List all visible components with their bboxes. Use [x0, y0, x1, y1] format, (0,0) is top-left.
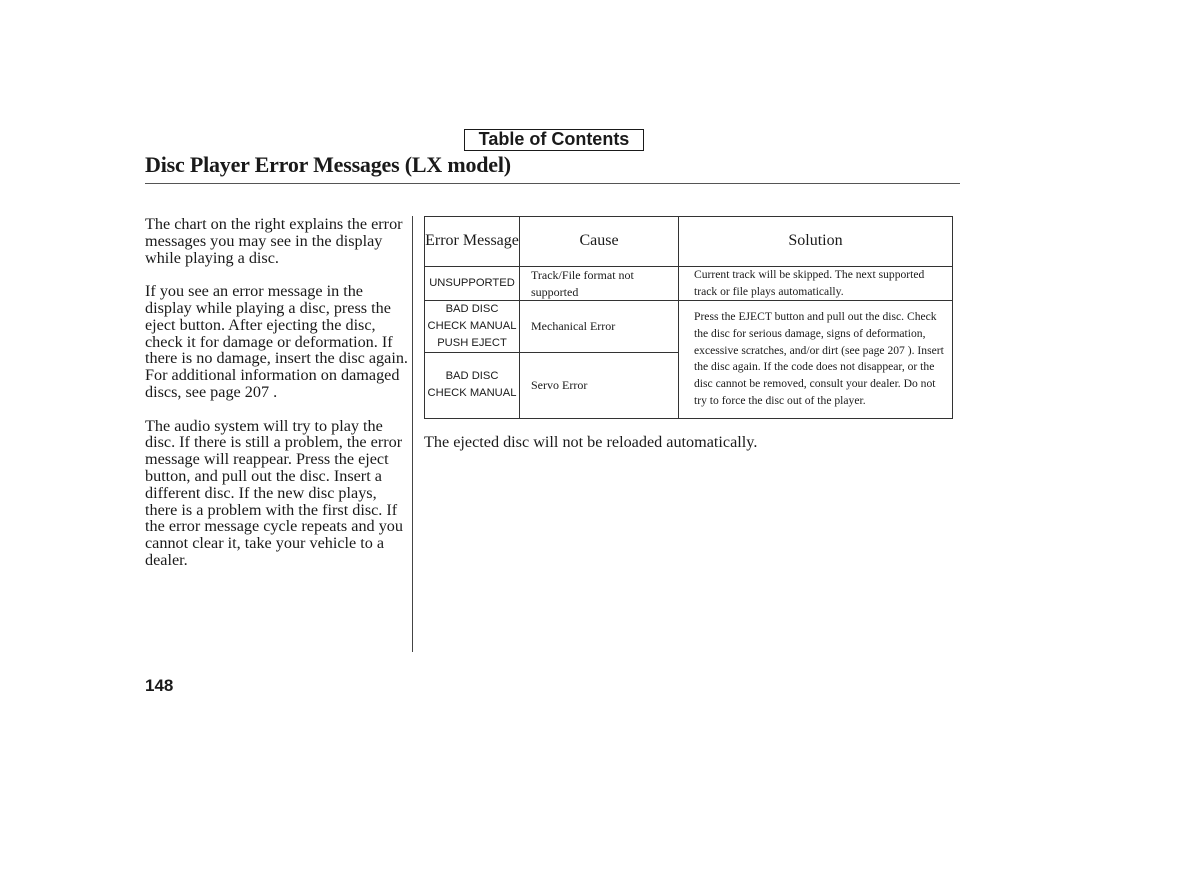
eject-instructions-paragraph: If you see an error message in the display while playing a disc, press the eject button. After ejecting the disc, check it for damage or deformation. If there is no damage, insert the disc again.: [145, 282, 408, 368]
header-solution: Solution: [679, 217, 953, 267]
reload-note: The ejected disc will not be reloaded automatically.: [424, 433, 758, 451]
left-column-text: [145, 216, 409, 569]
page-number: 148: [145, 676, 174, 695]
header-cause: Cause: [520, 217, 679, 267]
cause-cell: Mechanical Error: [520, 301, 679, 352]
title-divider: [145, 183, 960, 184]
error-message-table: [424, 216, 953, 419]
table-row: [425, 301, 953, 352]
table-row: [425, 267, 953, 301]
solution-cell: Current track will be skipped. The next supported track or file plays automatically.: [679, 267, 953, 301]
page-title: Disc Player Error Messages (LX model): [145, 152, 511, 177]
error-message-cell: BAD DISC CHECK MANUAL: [425, 352, 520, 418]
error-message-cell: UNSUPPORTED: [425, 267, 520, 301]
damaged-disc-reference: For additional information on damaged discs, see page 207 .: [145, 366, 400, 401]
header-error-message: Error Message: [425, 217, 520, 267]
solution-cell: Press the EJECT button and pull out the disc. Check the disc for serious damage, signs of deformation, excessive scratches, and/or dirt (see page 207 ). Insert the disc again. If the code does not disappear, or the disc cannot be removed, consult your dealer. Do not try to force the disc out of the player.: [679, 301, 953, 418]
column-divider: [412, 216, 413, 652]
table-header-row: [425, 217, 953, 267]
cause-cell: Servo Error: [520, 352, 679, 418]
retry-paragraph: The audio system will try to play the disc. If there is still a problem, the error message will reappear. Press the eject button, and pull out the disc. Insert a different disc. If the new disc plays, there is a problem with the first disc. If the error message cycle repeats and you cannot clear it, take your vehicle to a dealer.: [145, 416, 403, 569]
cause-cell: Track/File format not supported: [520, 267, 679, 301]
intro-paragraph: The chart on the right explains the error messages you may see in the display while playing a disc.: [145, 215, 403, 267]
error-message-cell: BAD DISC CHECK MANUAL PUSH EJECT: [425, 301, 520, 352]
table-of-contents-button[interactable]: Table of Contents: [464, 129, 644, 151]
